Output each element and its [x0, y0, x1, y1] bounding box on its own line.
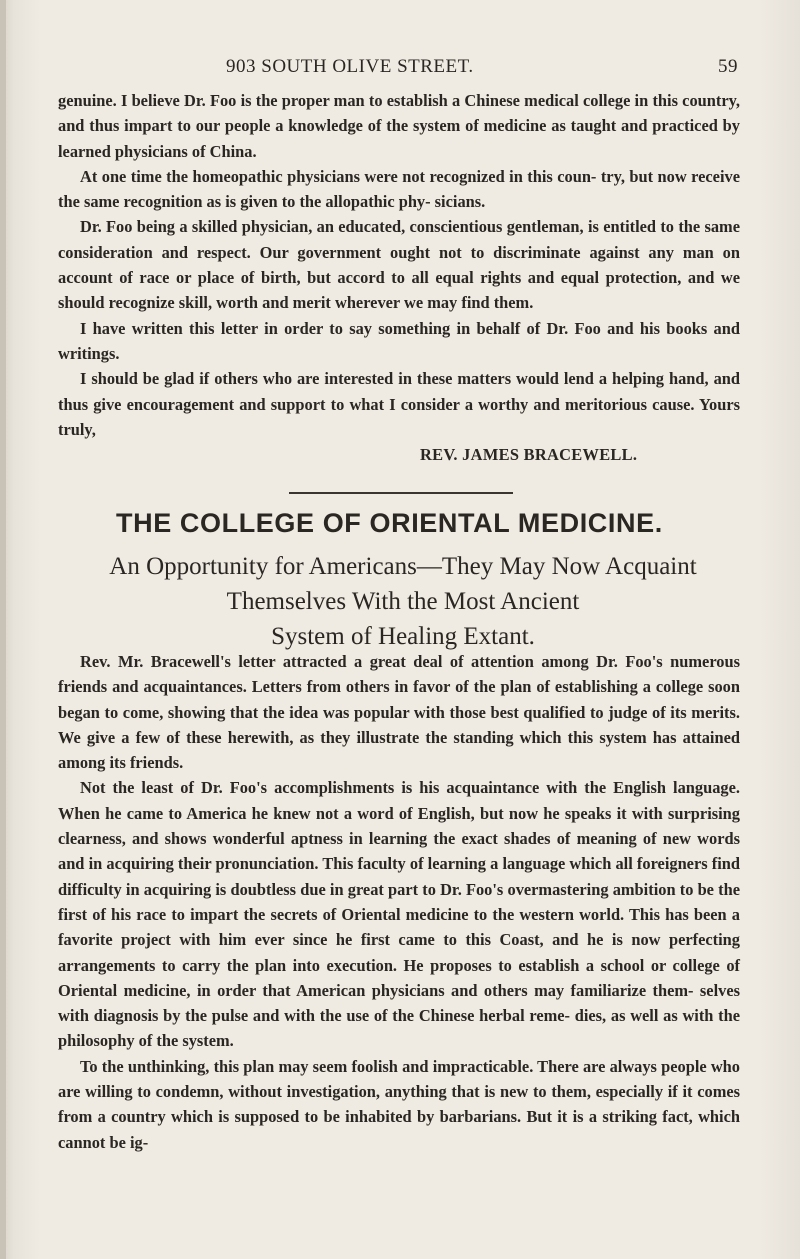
article-body	[58, 649, 740, 1155]
subtitle-line: An Opportunity for Americans—They May Now Acquaint	[109, 553, 697, 580]
letter-paragraph: Dr. Foo being a skilled physician, an educated, conscientious gentleman, is entitled to the same consideration and respect. Our government ought not to discriminate against any man on account of race or place of birth, but accord to all equal rights and equal protection, and we should recognize skill, worth and merit wherever we may find them.	[58, 217, 740, 313]
page-binding-edge	[0, 0, 6, 1259]
article-paragraph: Not the least of Dr. Foo's accomplishments is his acquaintance with the English language. When he came to America he knew not a word of English, but now he speaks it with surprising clearness, and shows wonderful aptness in learning the exact shades of meaning of new words and in acquiring their pronunciation. This faculty of learning a language which all foreigners find difficulty in acquiring is doubtless due in great part to Dr. Foo's overmastering ambition to be the first of his race to impart the secrets of Oriental medicine to the western world. This has been a favorite project with him ever since he first came to this Coast, and he is now perfecting arrangements to carry the plan into execution. He proposes to establish a school or college of Oriental medicine, in order that American physicians and others may familiarize them- selves with diagnosis by the pulse and with the use of the Chinese herbal reme- dies, as well as with the philosophy of the system.	[58, 778, 740, 1051]
running-header	[58, 56, 738, 82]
letter-paragraph: At one time the homeopathic physicians were not recognized in this coun- try, but now receive the same recognition as is given to the allopathic phy- sicians.	[58, 166, 740, 212]
article-paragraph: To the unthinking, this plan may seem foolish and impracticable. There are always people who are willing to condemn, without investigation, anything that is new to them, especially if it comes from a country which is supposed to be inhabited by barbarians. But it is a striking fact, which cannot be ig-	[58, 1056, 740, 1152]
running-title: 903 SOUTH OLIVE STREET.	[226, 56, 474, 77]
letter-paragraph: I should be glad if others who are interested in these matters would lend a helping hand, and thus give encouragement and support to what I consider a worthy and meritorious cause. Yours truly,	[58, 369, 740, 439]
page-number: 59	[718, 56, 738, 77]
section-subtitle	[58, 549, 748, 654]
subtitle-line: Themselves With the Most Ancient	[226, 588, 580, 615]
letter-paragraph: I have written this letter in order to say something in behalf of Dr. Foo and his books and writings.	[58, 318, 740, 363]
letter-body	[58, 88, 740, 467]
letter-paragraph: genuine. I believe Dr. Foo is the proper man to establish a Chinese medical college in this country, and thus impart to our people a knowledge of the system of medicine as taught and practiced by learned physicians of China.	[58, 91, 740, 161]
subtitle-line: System of Healing Extant.	[271, 623, 535, 650]
section-title: THE COLLEGE OF ORIENTAL MEDICINE.	[116, 508, 663, 538]
section-divider	[289, 492, 513, 494]
article-paragraph: Rev. Mr. Bracewell's letter attracted a great deal of attention among Dr. Foo's numerous friends and acquaintances. Letters from others in favor of the plan of establishing a college soon began to come, showing that the idea was popular with those best qualified to judge of its merits. We give a few of these herewith, as they illustrate the standing which this system has attained among its friends.	[58, 652, 740, 773]
letter-signature: REV. JAMES BRACEWELL.	[420, 445, 638, 465]
